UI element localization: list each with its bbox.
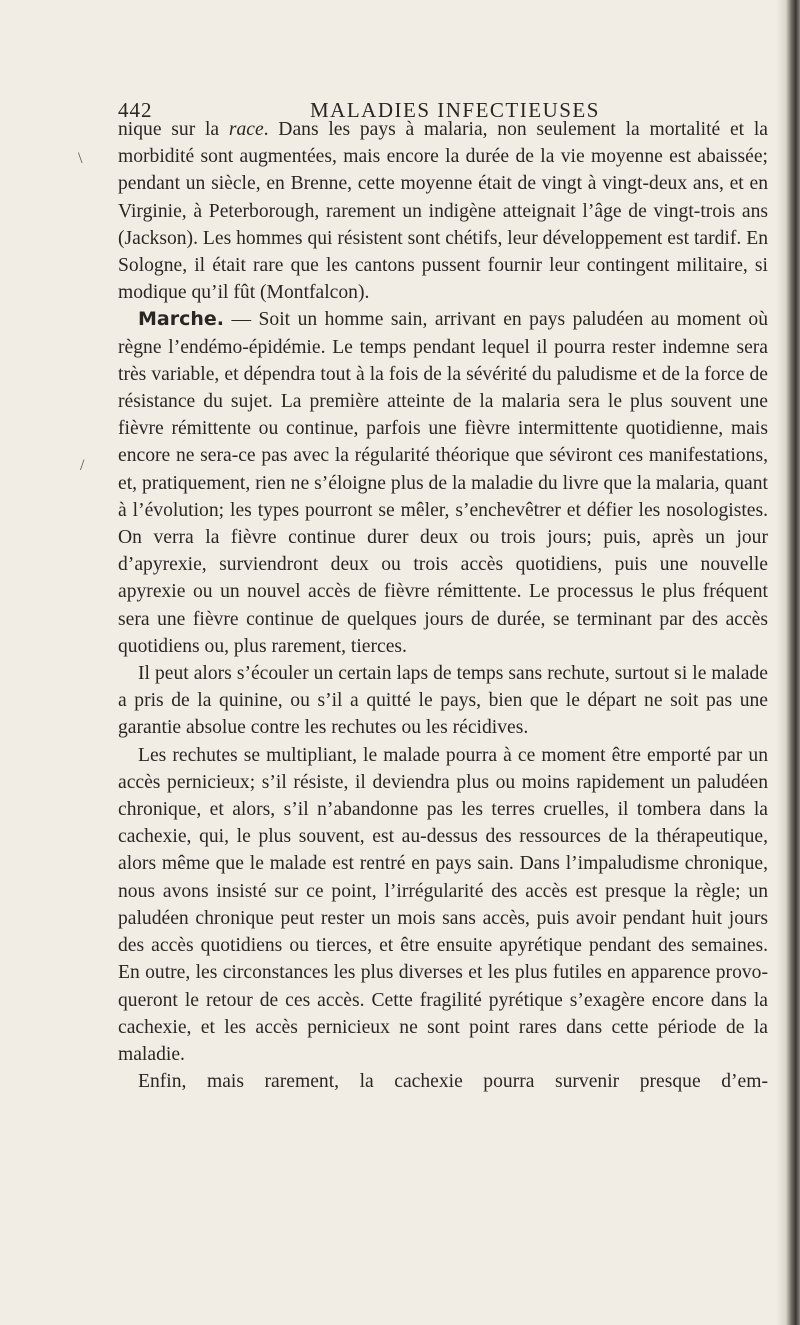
paragraph: [118, 116, 768, 306]
paragraph: [118, 742, 768, 1068]
page-gutter-shadow: [776, 0, 786, 1325]
paragraph-text: Enfin, mais rarement, la cachexie pourra survenir presque d’em-: [138, 1071, 768, 1093]
paragraph-text: Les rechutes se multipliant, le malade pourra à ce moment être emporté par un accès pernicieux; s’il résiste, il deviendra plus ou moins rapidement un paludéen chronique, et alors, s’il n’abandonne pas les terres cruelles, il tombera dans la cachexie, qui, le plus souvent, est au-dessus des ressources de la thérapeutique, alors même que le malade est rentré en pays sain. Dans l’impaludisme chronique, nous avons insisté sur ce point, l’irrégularité des accès est presque la règle; un paludéen chronique peut rester un mois sans accès, puis avoir pendant huit jours des accès quotidiens ou tierces, et être ensuite apyrétique pendant des semaines. En outre, les circonstances les plus diverses et les plus futiles en apparence provoqueront le retour de ces accès. Cette fragilité pyrétique s’exagère encore dans la cachexie, et les accès pernicieux ne sont point rares dans cette période de la maladie.: [118, 744, 768, 1065]
margin-mark: /: [80, 457, 85, 474]
paragraph-text: nique sur la: [118, 119, 229, 140]
section-run-in-heading: Marche.: [138, 308, 224, 331]
margin-mark: \: [78, 150, 83, 167]
body-text: [118, 116, 768, 1095]
paragraph-text: — Soit un homme sain, arrivant en pays paludéen au moment où règne l’endémo-épidémie. Le temps pendant lequel il pourra rester indemne sera très variable, et dépendra tout à la fois de la sévérité du paludisme et de la force de résistance du sujet. La première atteinte de la malaria sera le plus souvent une fièvre rémittente ou continue, parfois une fièvre intermittente quotidienne, mais encore ne sera-ce pas avec la régularité théorique que séviront ces manifestations, et, pratiquement, rien ne s’éloigne plus de la maladie du livre que la malaria, quant à l’évolution; les types pourront se mêler, s’enchevêtrer et défier les nosologistes. On verra la fièvre continue durer deux ou trois jours; puis, après un jour d’apyrexie, surviendront deux ou trois accès quotidiens, puis une nouvelle apyrexie ou un nouvel accès de fièvre rémittente. Le processus le plus fréquent sera une fièvre continue de quelques jours de durée, se terminant par des accès quotidiens ou, plus rarement, tierces.: [118, 309, 768, 657]
paragraph: [118, 306, 768, 660]
paragraph: [118, 660, 768, 742]
page-edge: [786, 0, 800, 1325]
paragraph-text: Il peut alors s’écouler un certain laps de temps sans rechute, surtout si le malade a pris de la quinine, ou s’il a quitté le pays, bien que le départ ne soit pas une garantie absolue contre les rechutes ou les récidives.: [118, 663, 768, 739]
paragraph: [118, 1068, 768, 1095]
running-title: MALADIES INFECTIEUSES: [310, 98, 600, 122]
paragraph-text: . Dans les pays à malaria, non seulement la mortalité et la morbidité sont augmentées, mais encore la durée de la vie moyenne est abaissée; pendant un siècle, en Brenne, cette moyenne était de vingt à vingt-deux ans, et en Virginie, à Peterborough, rarement un indigène atteignait l’âge de vingt-trois ans (Jackson). Les hommes qui résistent sont chétifs, leur développement est tardif. En Sologne, il était rare que les cantons pussent fournir leur contingent militaire, si modique qu’il fût (Montfalcon).: [118, 119, 768, 304]
page-number: 442: [118, 98, 153, 122]
italic-term: race: [228, 119, 264, 140]
